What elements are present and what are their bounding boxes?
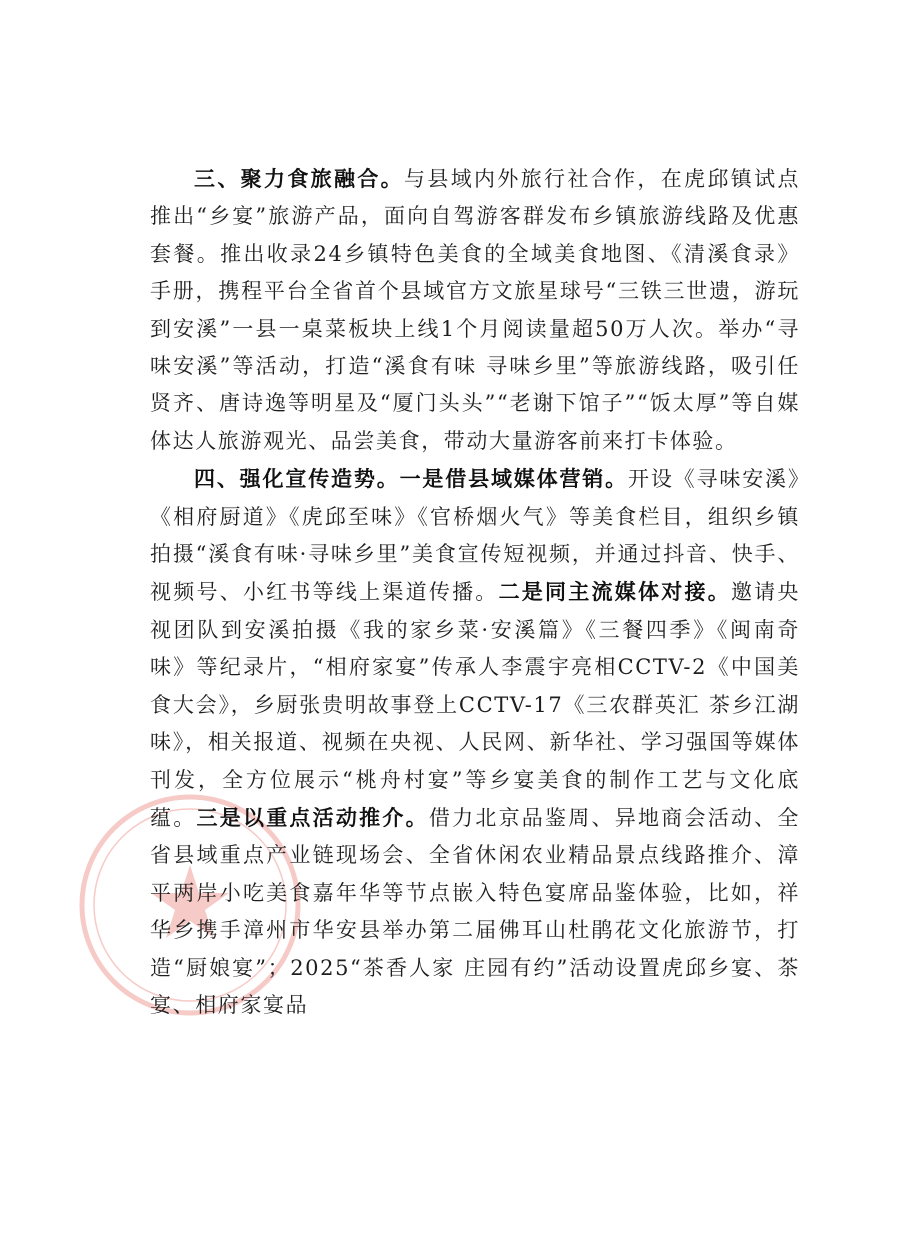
heading-mainstream-media: 二是同主流媒体对接。 — [498, 579, 731, 605]
heading-food-tourism: 三、聚力食旅融合。 — [194, 166, 405, 191]
heading-publicity: 四、强化宣传造势。一是借县域媒体营销。 — [194, 466, 628, 492]
paragraph-publicity — [150, 460, 800, 1024]
text-county-media: 开设《寻味安溪》《相府厨道》《虎邱至味》《官桥烟火气》等美食栏目，组织乡镇拍摄“溪食有味·寻味乡里”美食宣传短视频，并通过抖音、快手、视频号、小红书等线上渠道传播。 — [150, 467, 800, 605]
text-mainstream-media: 邀请央视团队到安溪拍摄《我的家乡菜·安溪篇》《三餐四季》《闽南奇味》等纪录片，“相府家宴”传承人李震宇亮相CCTV-2《中国美食大会》，乡厨张贵明故事登上CCTV-17《三农群英汇 茶乡江湖味》，相关报道、视频在央视、人民网、新华社、学习强国等媒体刊发，全方位展示“桃舟村宴”等乡宴美食的制作工艺与文化底蕴。 — [150, 580, 801, 830]
heading-key-events: 三是以重点活动推介。 — [196, 804, 429, 830]
paragraph-food-tourism — [150, 160, 800, 460]
document-body — [150, 160, 800, 1024]
text-food-tourism: 与县域内外旅行社合作，在虎邱镇试点推出“乡宴”旅游产品，面向自驾游客群发布乡镇旅游线路及优惠套餐。推出收录24乡镇特色美食的全域美食地图、《清溪食录》手册，携程平台全省首个县域官方文旅星球号“三铁三世遗，游玩到安溪”一县一桌菜板块上线1个月阅读量超50万人次。举办“寻味安溪”等活动，打造“溪食有味 寻味乡里”等旅游线路，吸引任贤齐、唐诗逸等明星及“厦门头头”“老谢下馆子”“饭太厚”等自媒体达人旅游观光、品尝美食，带动大量游客前来打卡体验。 — [150, 167, 800, 453]
text-key-events: 借力北京品鉴周、异地商会活动、全省县域重点产业链现场会、全省休闲农业精品景点线路推介、漳平两岸小吃美食嘉年华等节点嵌入特色宴席品鉴体验，比如，祥华乡携手漳州市华安县举办第二届佛耳山杜鹃花文化旅游节，打造“厨娘宴”；2025“茶香人家 庄园有约”活动设置虎邱乡宴、茶宴、相府家宴品 — [150, 805, 801, 1017]
